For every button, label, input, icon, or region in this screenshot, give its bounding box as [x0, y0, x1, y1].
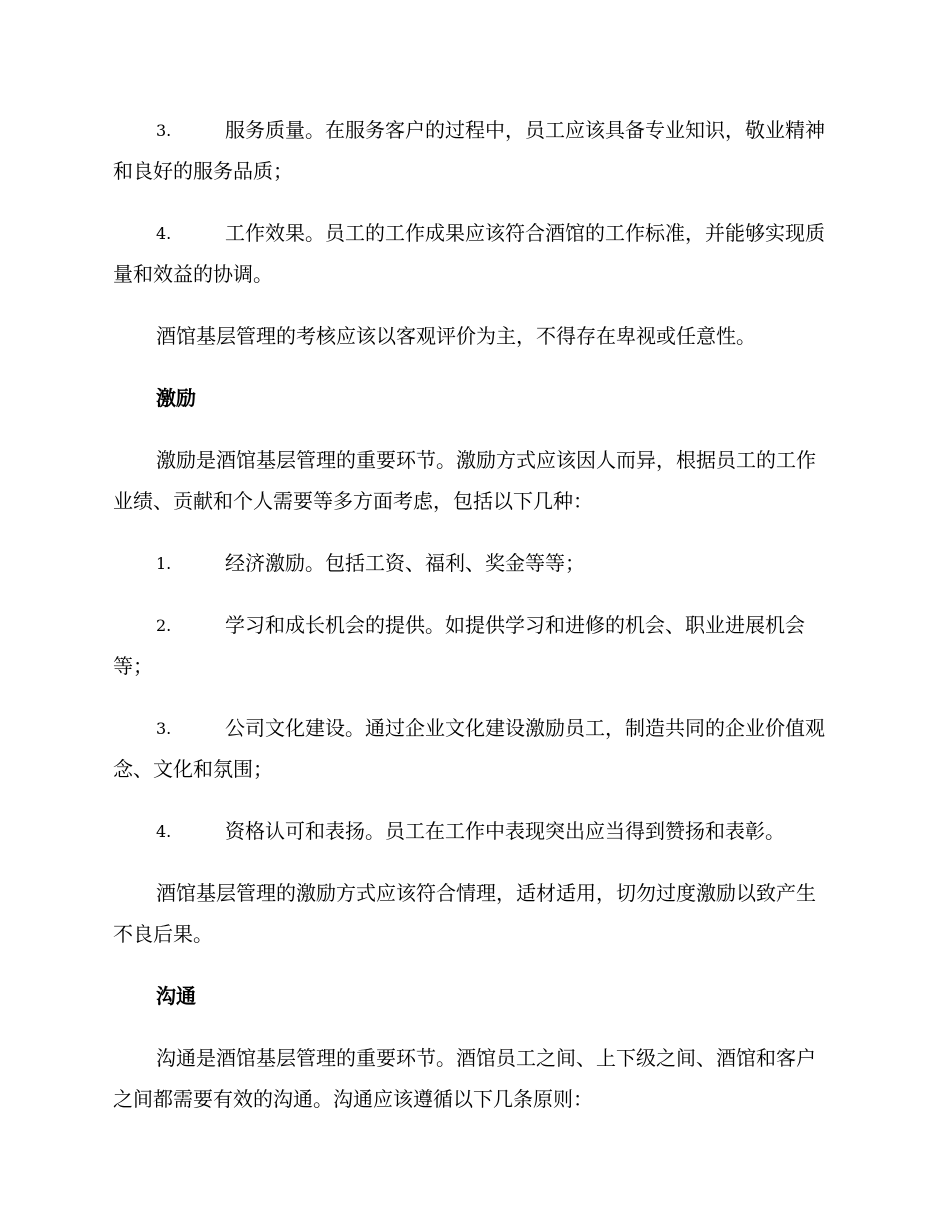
- paragraph-assessment-summary: 酒馆基层管理的考核应该以客观评价为主，不得存在卑视或任意性。: [156, 324, 756, 348]
- section-heading-incentive: 激励: [156, 386, 196, 410]
- list-number: 4.: [156, 822, 172, 841]
- list-item-growth: [113, 605, 833, 687]
- paragraph-communication-intro: 沟通是酒馆基层管理的重要环节。酒馆员工之间、上下级之间、酒馆和客户之间都需要有效的沟通。沟通应该遵循以下几条原则：: [113, 1046, 816, 1111]
- list-text: 公司文化建设。通过企业文化建设激励员工，制造共同的企业价值观念、文化和氛围；: [113, 716, 825, 781]
- list-item-culture: [113, 708, 833, 790]
- list-number: 1.: [156, 554, 172, 573]
- list-text: 经济激励。包括工资、福利、奖金等等；: [225, 551, 585, 575]
- list-text: 服务质量。在服务客户的过程中，员工应该具备专业知识，敬业精神和良好的服务品质；: [113, 118, 825, 183]
- list-number: 4.: [156, 224, 172, 243]
- list-item-economic: [113, 543, 833, 584]
- document-body: [113, 110, 833, 1141]
- list-item-recognition: [113, 811, 833, 852]
- list-number: 2.: [156, 616, 172, 635]
- list-number: 3.: [156, 121, 172, 140]
- list-text: 资格认可和表扬。员工在工作中表现突出应当得到赞扬和表彰。: [225, 819, 785, 843]
- list-item-effect: [113, 213, 833, 295]
- paragraph-incentive-intro: 激励是酒馆基层管理的重要环节。激励方式应该因人而异，根据员工的工作业绩、贡献和个人需要等多方面考虑，包括以下几种：: [113, 448, 816, 513]
- list-item-quality: [113, 110, 833, 192]
- list-text: 学习和成长机会的提供。如提供学习和进修的机会、职业进展机会等；: [113, 613, 805, 678]
- paragraph-incentive-summary: 酒馆基层管理的激励方式应该符合情理，适材适用，切勿过度激励以致产生不良后果。: [113, 881, 816, 946]
- list-text: 工作效果。员工的工作成果应该符合酒馆的工作标准，并能够实现质量和效益的协调。: [113, 221, 825, 286]
- list-number: 3.: [156, 719, 172, 738]
- section-heading-communication: 沟通: [156, 984, 196, 1008]
